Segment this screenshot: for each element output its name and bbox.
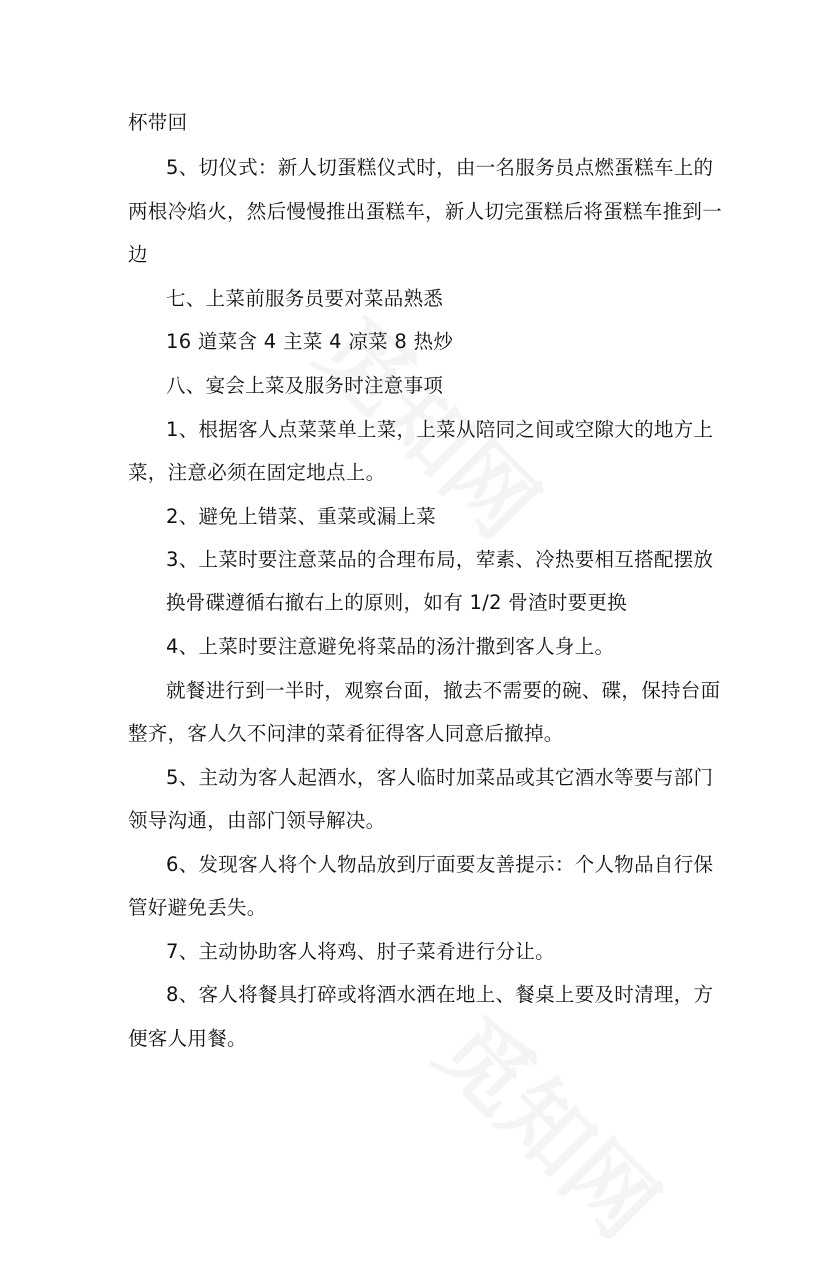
text-line: 整齐，客人久不问津的菜肴征得客人同意后撤掉。 (128, 722, 564, 745)
text-line: 换骨碟遵循右撤右上的原则，如有 1/2 骨渣时要更换 (166, 591, 628, 614)
text-line: 便客人用餐。 (128, 1027, 247, 1050)
text-line: 7、主动协助客人将鸡、肘子菜肴进行分让。 (166, 940, 555, 963)
text-line: 8、客人将餐具打碎或将酒水洒在地上、餐桌上要及时清理，方 (166, 983, 714, 1006)
text-line: 管好避免丢失。 (128, 896, 267, 919)
text-line: 5、主动为客人起酒水，客人临时加菜品或其它酒水等要与部门 (166, 766, 714, 789)
watermark (414, 985, 690, 1261)
text-line: 七、上菜前服务员要对菜品熟悉 (166, 287, 444, 310)
text-line: 1、根据客人点菜菜单上菜，上菜从陪同之间或空隙大的地方上 (166, 418, 714, 441)
text-line: 两根冷焰火，然后慢慢推出蛋糕车，新人切完蛋糕后将蛋糕车推到一 (128, 200, 723, 223)
text-line: 菜，注意必须在固定地点上。 (128, 461, 386, 484)
text-line: 领导沟通，由部门领导解决。 (128, 809, 386, 832)
text-line: 5、切仪式：新人切蛋糕仪式时，由一名服务员点燃蛋糕车上的 (166, 156, 714, 179)
text-line: 杯带回 (128, 111, 188, 134)
text-line: 2、避免上错菜、重菜或漏上菜 (166, 505, 437, 528)
text-line: 八、宴会上菜及服务时注意事项 (166, 374, 444, 397)
text-line: 3、上菜时要注意菜品的合理布局，荤素、冷热要相互搭配摆放 (166, 548, 714, 571)
text-line: 6、发现客人将个人物品放到厅面要友善提示：个人物品自行保 (166, 853, 714, 876)
text-line: 4、上菜时要注意避免将菜品的汤汁撒到客人身上。 (166, 635, 615, 658)
text-line: 16 道菜含 4 主菜 4 凉菜 8 热炒 (166, 330, 454, 353)
text-line: 就餐进行到一半时，观察台面，撤去不需要的碗、碟，保持台面 (166, 679, 721, 702)
text-line: 边 (128, 243, 148, 266)
